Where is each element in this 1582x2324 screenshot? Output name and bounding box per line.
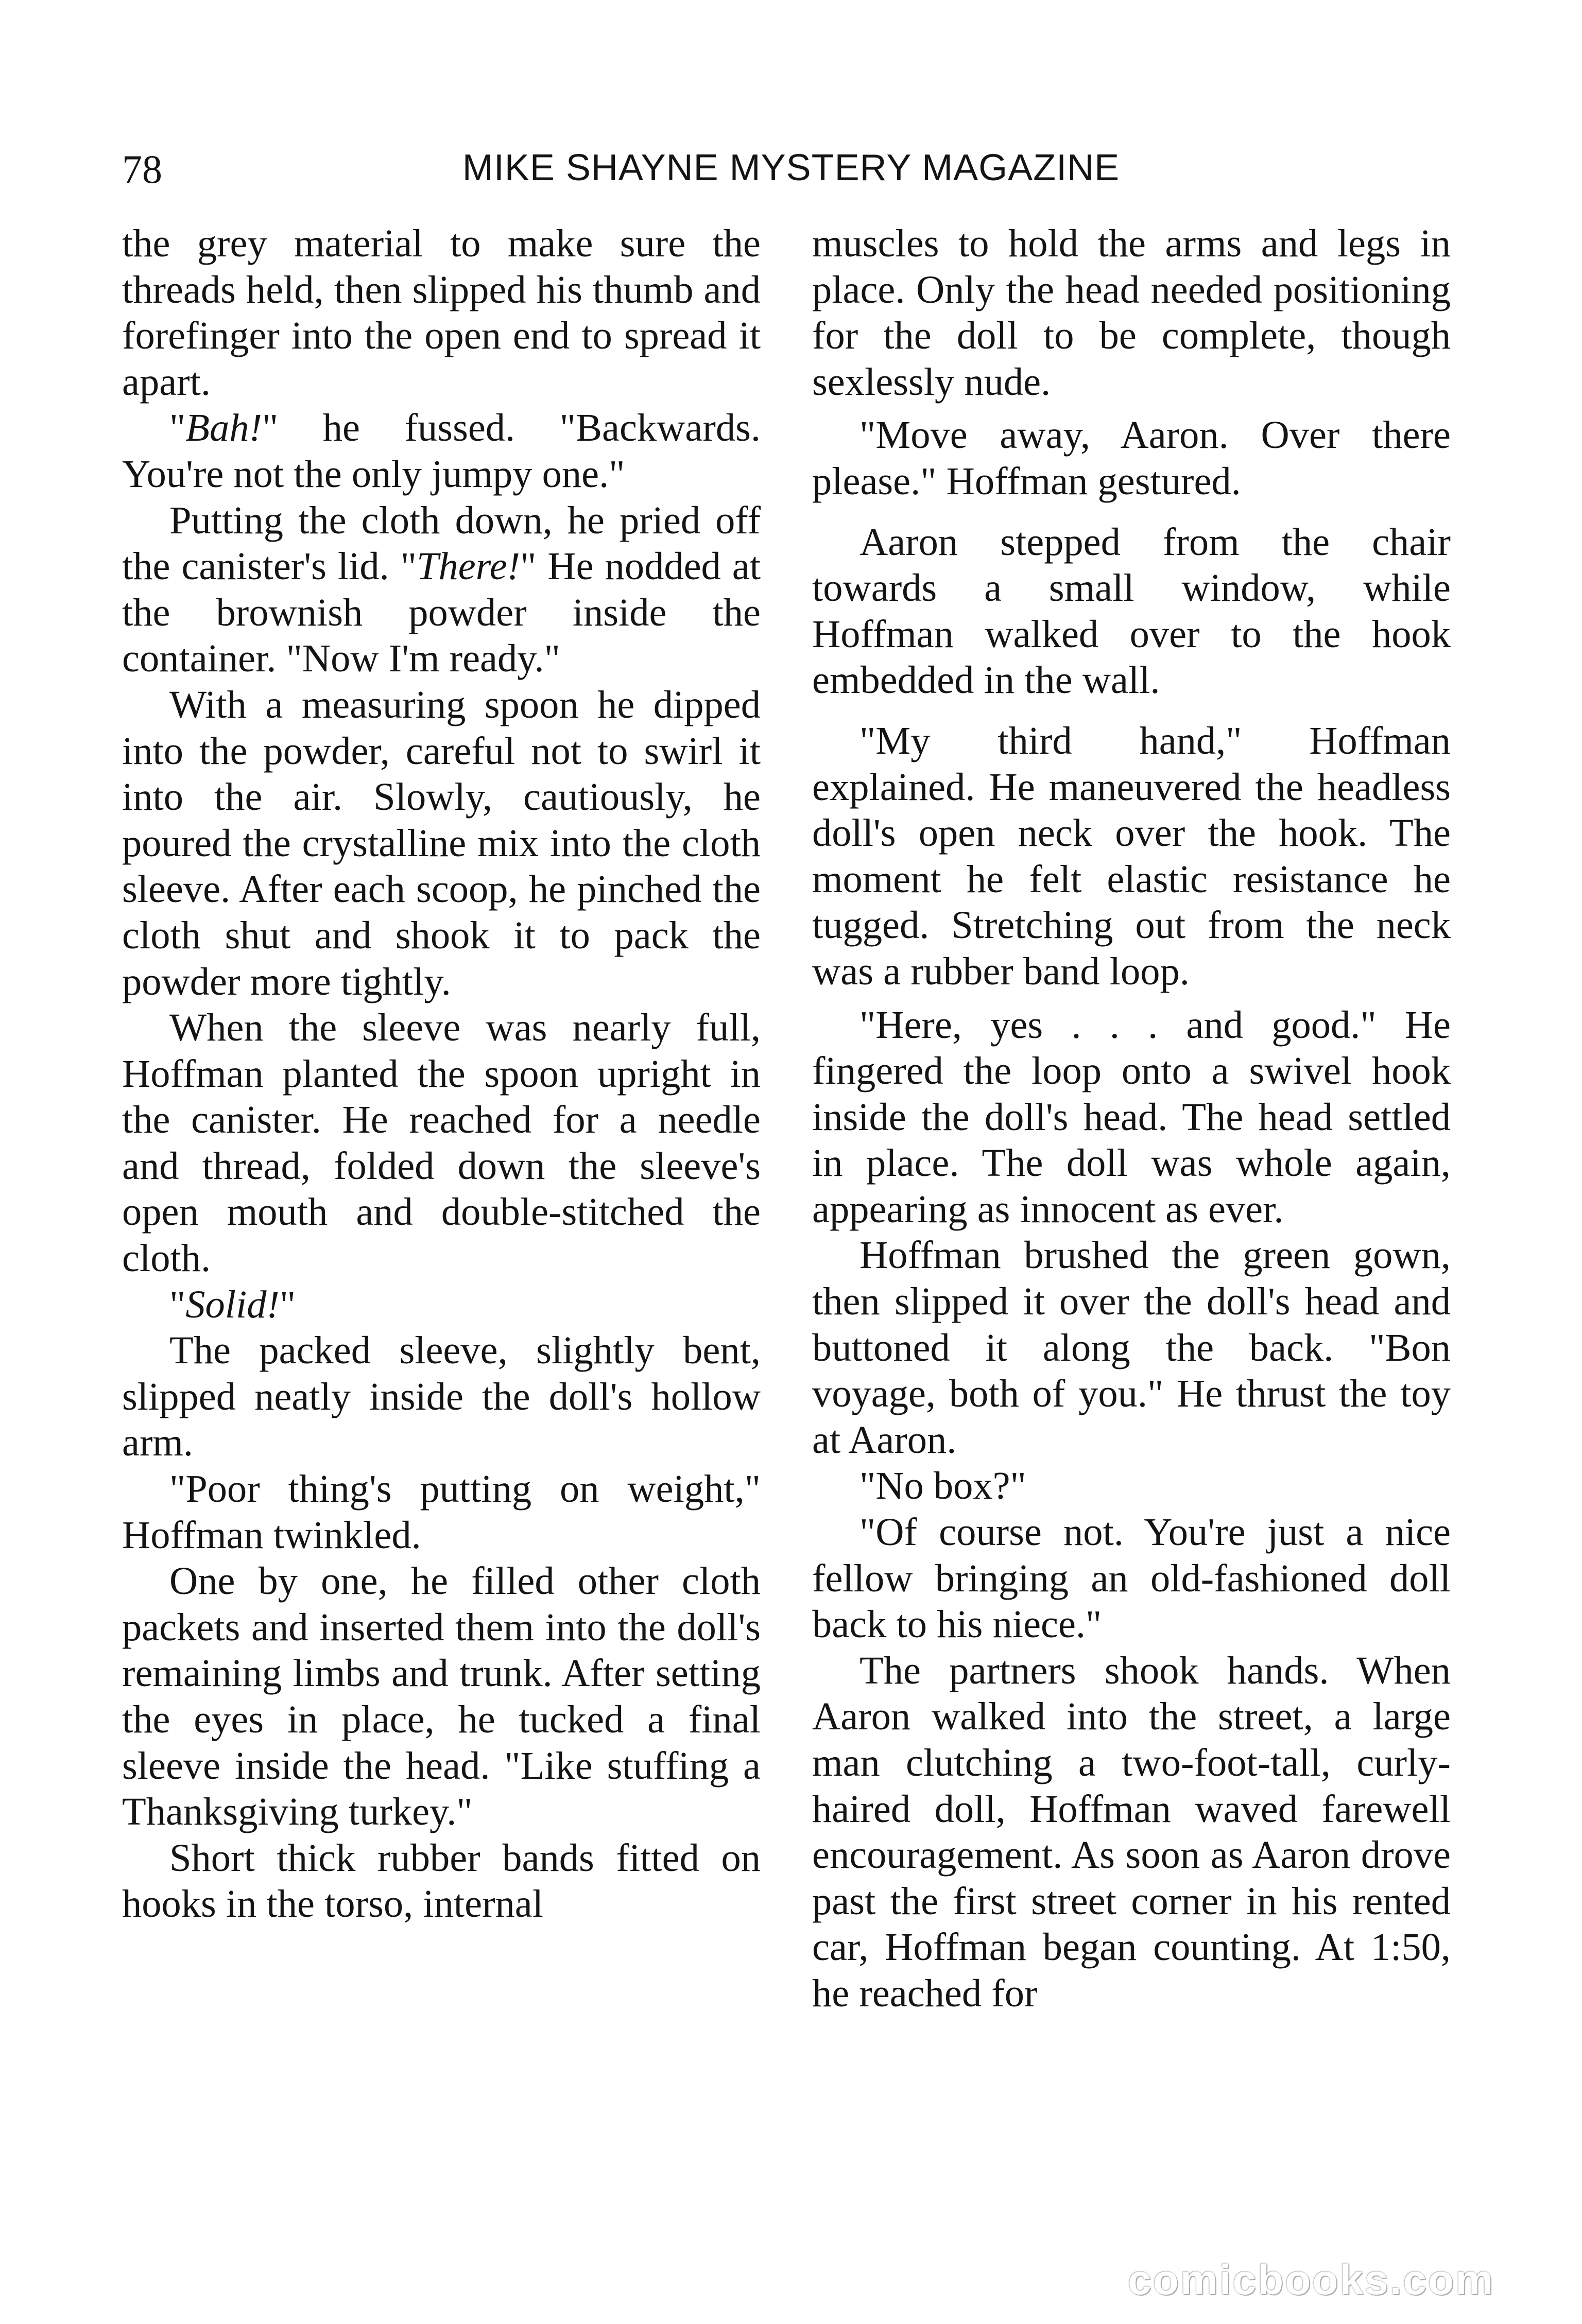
italic-exclamation: There! [417,544,521,588]
paragraph: "Bah!" he fussed. "Backwards. You're not the only jumpy one." [122,406,761,496]
paragraph: Hoffman brushed the green gown, then slipped it over the doll's head and buttoned it along the back. "Bon voyage, both of you." He thrust the toy at Aaron. [812,1233,1451,1462]
paragraph: One by one, he filled other cloth packets and inserted them into the doll's remaining limbs and trunk. After setting the eyes in place, he tucked a final sleeve inside the head. "Like stuffing a Thanksgiving turkey." [122,1559,761,1834]
paragraph: the grey material to make sure the threads held, then slipped his thumb and forefinger into the open end to spread it apart. [122,221,761,404]
paragraph: "Solid!" [169,1282,296,1326]
paragraph: "My third hand," Hoffman explained. He maneuvered the headless doll's open neck over the hook. The moment he felt elastic resistance he tugged. Stretching out from the neck was a rubber band loop. [812,718,1451,993]
paragraph: Putting the cloth down, he pried off the canister's lid. "There!" He nodded at the brownish powder inside the container. "Now I'm ready." [122,498,761,681]
paragraph: "Of course not. You're just a nice fellow bringing an old-fashioned doll back to his niece." [812,1510,1451,1646]
italic-exclamation: Bah! [185,406,262,450]
text-column-left [122,220,761,1927]
paragraph: muscles to hold the arms and legs in place. Only the head needed positioning for the doll to be complete, though sexlessly nude. [812,221,1451,404]
paragraph: "Poor thing's putting on weight," Hoffman twinkled. [122,1467,761,1557]
watermark-logo: comicbooks.com [1128,2257,1494,2303]
paragraph: When the sleeve was nearly full, Hoffman planted the spoon upright in the canister. He reached for a needle and thread, folded down the sleeve's open mouth and double-stitched the cloth. [122,1005,761,1280]
paragraph: "Move away, Aaron. Over there please." Hoffman gestured. [812,413,1451,503]
italic-exclamation: Solid! [185,1282,280,1326]
paragraph: Short thick rubber bands fitted on hooks in the torso, internal [122,1835,761,1926]
page-number: 78 [122,147,162,192]
paragraph: With a measuring spoon he dipped into the powder, careful not to swirl it into the air. Slowly, cautiously, he poured the crystalline mix into the cloth sleeve. After each scoop, he pinched the cloth shut and shook it to pack the powder more tightly. [122,682,761,1003]
paragraph: Aaron stepped from the chair towards a small window, while Hoffman walked over to the hook embedded in the wall. [812,519,1451,702]
text-column-right [812,220,1451,2017]
paragraph: "No box?" [859,1464,1026,1508]
paragraph: The partners shook hands. When Aaron walked into the street, a large man clutching a two-foot-tall, curly-haired doll, Hoffman waved farewell encouragement. As soon as Aaron drove past the first street corner in his rented car, Hoffman began counting. At 1:50, he reached for [812,1648,1451,2015]
paragraph: "Here, yes . . . and good." He fingered the loop onto a swivel hook inside the doll's head. The head settled in place. The doll was whole again, appearing as innocent as ever. [812,1002,1451,1231]
running-title: MIKE SHAYNE MYSTERY MAGAZINE [462,147,1120,188]
paragraph: The packed sleeve, slightly bent, slipped neatly inside the doll's hollow arm. [122,1328,761,1465]
